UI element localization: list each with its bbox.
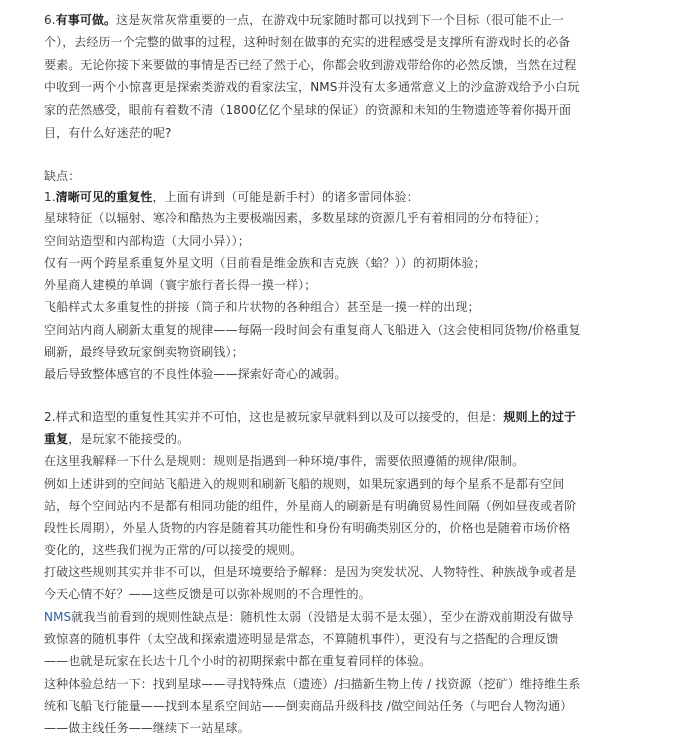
cons-p2-line: 统和飞船飞行能量——找到本星系空间站——倒卖商品升级科技 /做空间站任务（与吧台人物沟通） xyxy=(44,699,573,713)
s6-line-1 xyxy=(44,13,564,27)
cons-p1-text: ，上面有讲到（可能是新手村）的诸多雷同体验： xyxy=(152,190,419,204)
s6-number: 6. xyxy=(44,13,56,27)
cons-p2-line: 致惊喜的随机事件（太空战和探索遗迹明显是常态，不算随机事件），更没有与之搭配的合理反馈 xyxy=(44,632,559,646)
cons-p2-line-1 xyxy=(44,410,576,424)
cons-p2-line: ——做主线任务——继续下一站星球。 xyxy=(44,721,250,735)
cons-p1-item: 外星商人建模的单调（寰宇旅行者长得一摸一样）； xyxy=(44,278,317,292)
cons-heading: 缺点： xyxy=(44,169,81,183)
cons-p1-item: 最后导致整体感官的不良性体验——探索好奇心的减弱。 xyxy=(44,367,347,381)
cons-p2-bold-2: 重复 xyxy=(44,432,69,446)
s6-line-5: 家的茫然感受，眼前有着数不清（1800亿亿个星球的保证）的资源和未知的生物遗迹等着你揭开面 xyxy=(44,103,572,117)
cons-p1-number: 1. xyxy=(44,190,56,204)
s6-line-6: 目，有什么好迷茫的呢? xyxy=(44,126,172,140)
cons-p2-line: 例如上述讲到的空间站飞船进入的规则和刷新飞船的规则，如果玩家遇到的每个星系不是都有空间 xyxy=(44,477,565,491)
cons-p1-item: 仅有一两个跨星系重复外星文明（目前看是维金族和吉克族（蛤？））的初期体验； xyxy=(44,256,486,270)
cons-p2-line: 打破这些规则其实并非不可以，但是环境要给予解释：是因为突发状况、人物特性、种族战争或者是 xyxy=(44,565,577,579)
cons-p1-item: 空间站造型和内部构造（大同小异））； xyxy=(44,234,250,248)
cons-p2-bold: 规则上的过于 xyxy=(503,410,576,424)
cons-p2-text-2: ，是玩家不能接受的。 xyxy=(68,432,190,446)
s6-text: 这是灰常灰常重要的一点，在游戏中玩家随时都可以找到下一个目标（很可能不止一 xyxy=(116,13,564,27)
cons-p2-line: 今天心情不好？——这些反馈是可以弥补规则的不合理性的。 xyxy=(44,587,371,601)
cons-p1-item: 飞船样式太多重复性的拼接（筒子和片状物的各种组合）甚至是一摸一样的出现； xyxy=(44,300,480,314)
cons-p1-item: 空间站内商人刷新太重复的规律——每隔一段时间会有重复商人飞船进入（这会使相同货物/价格重复 xyxy=(44,323,581,337)
cons-p1-item: 刷新，最终导致玩家倒卖物资刷钱）； xyxy=(44,345,244,359)
cons-p2-nms-text: 就我当前看到的规则性缺点是：随机性太弱（没错是太弱不是太强），至少在游戏前期没有做导 xyxy=(71,610,574,624)
cons-p2-line: 站，每个空间站内不是都有相同功能的组件，外星商人的刷新是有明确贸易性间隔（例如昼夜或者阶 xyxy=(44,499,577,513)
cons-p2-line: 这种体验总结一下：找到星球——寻找特殊点（遗迹）/扫描新生物上传 / 找资源（挖矿）维持维生系 xyxy=(44,677,581,691)
s6-line-3: 要素。无论你接下来要做的事情是否已经了然于心，你都会收到游戏带给你的必然反馈，当然在过程 xyxy=(44,58,577,72)
cons-p2-text: 2.样式和造型的重复性其实并不可怕，这也是被玩家早就料到以及可以接受的，但是： xyxy=(44,410,504,424)
cons-p1-item: 星球特征（以辐射、寒冷和酷热为主要极端因素，多数星球的资源几乎有着相同的分布特征）； xyxy=(44,211,547,225)
s6-bold-title: 有事可做。 xyxy=(55,13,117,27)
s6-line-2: 个），去经历一个完整的做事的过程，这种时刻在做事的充实的进程感受是支撑所有游戏时长的必备 xyxy=(44,35,571,49)
cons-p1-heading xyxy=(44,190,419,204)
s6-line-4: 中收到一两个小惊喜更是探索类游戏的看家法宝，NMS并没有太多通常意义上的沙盒游戏给予小白玩 xyxy=(44,80,580,94)
cons-p2-line: ——也就是玩家在长达十几个小时的初期探索中都在重复着同样的体验。 xyxy=(44,654,432,668)
cons-p2-line: 段性长周期），外星人货物的内容是随着其功能性和身份有明确类别区分的，价格也是随着市场价格 xyxy=(44,521,571,535)
cons-p2-line: 在这里我解释一下什么是规则：规则是指遇到一种环境/事件，需要依照遵循的规律/限制。 xyxy=(44,454,525,468)
cons-p2-line-2 xyxy=(44,432,189,446)
cons-p1-bold: 清晰可见的重复性 xyxy=(55,190,153,204)
cons-p2-nms-line xyxy=(44,610,573,624)
cons-p2-line: 变化的，这些我们视为正常的/可以接受的规则。 xyxy=(44,543,303,557)
nms-name: NMS xyxy=(44,610,72,624)
